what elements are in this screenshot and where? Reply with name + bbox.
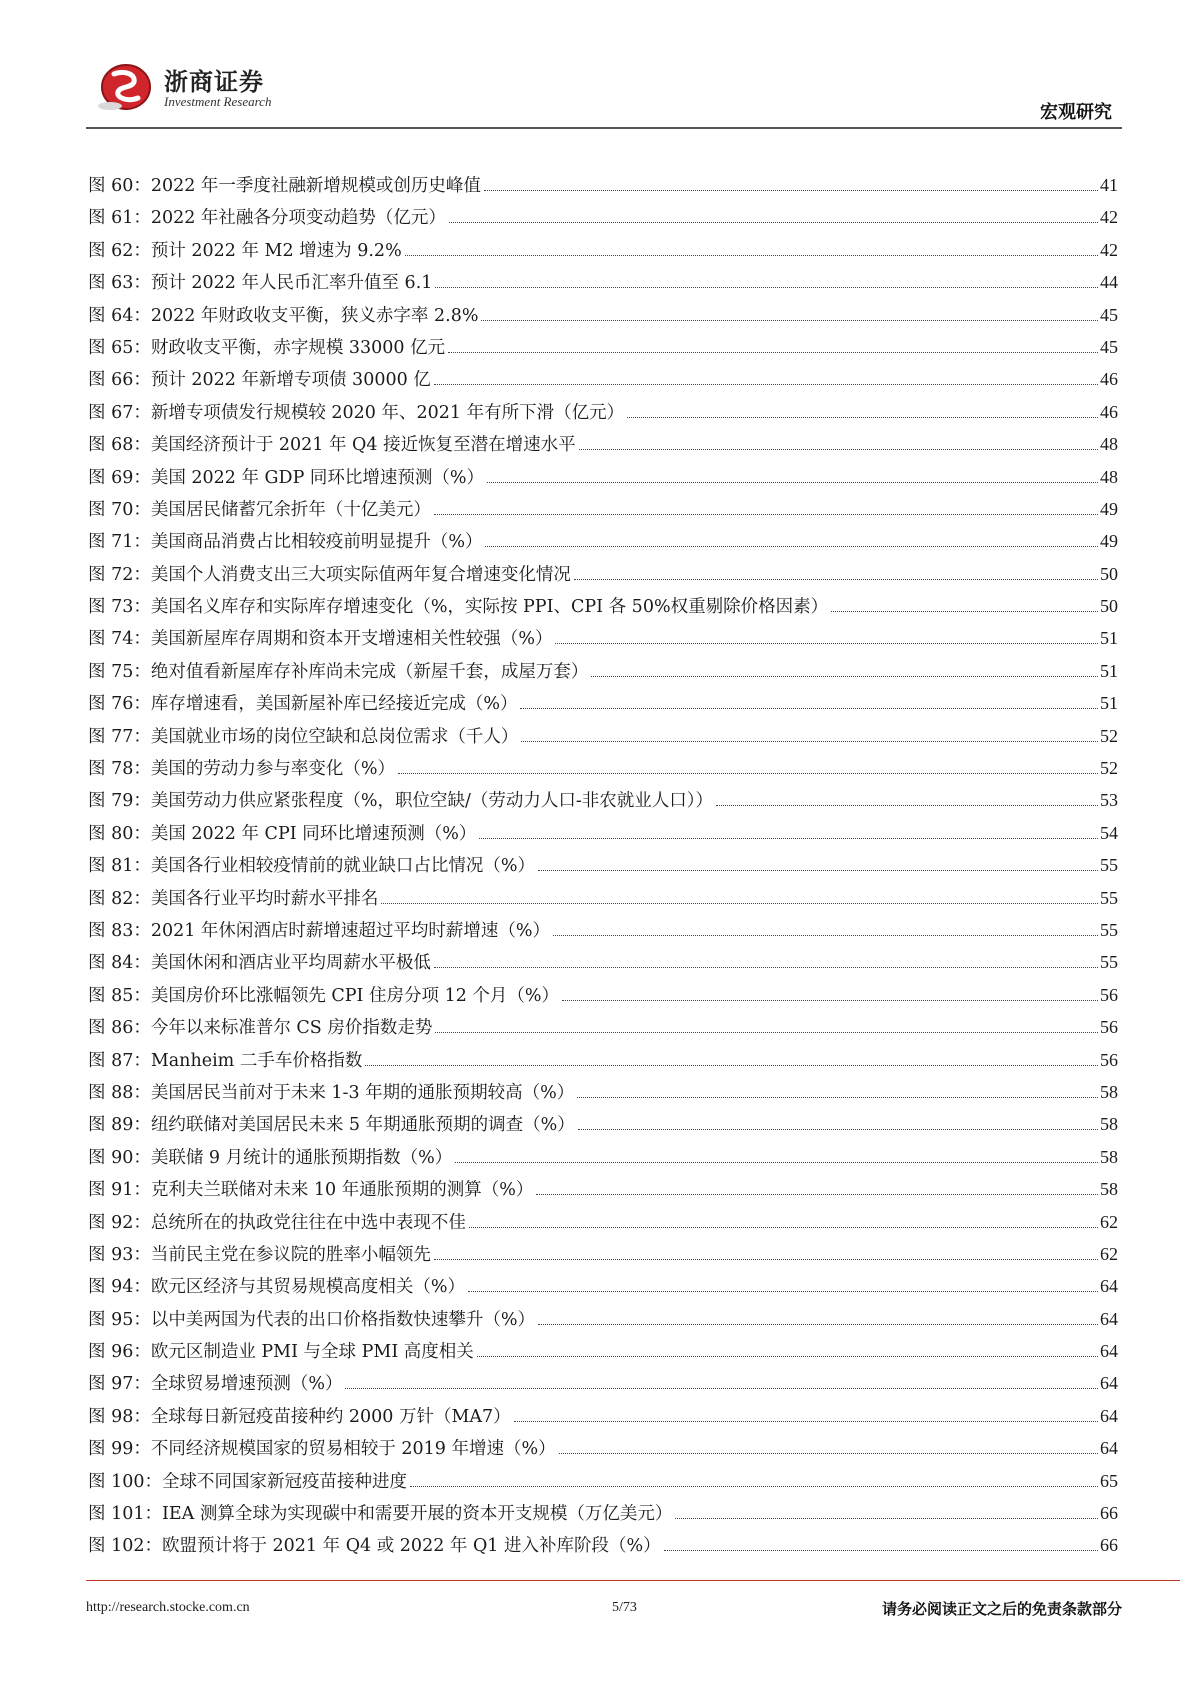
- toc-entry-label: 图 64：2022 年财政收支平衡，狭义赤字率 2.8%: [88, 305, 479, 326]
- toc-entry[interactable]: [88, 464, 1118, 496]
- toc-entry[interactable]: [88, 787, 1118, 819]
- toc-entry-page: 64: [1100, 1438, 1118, 1459]
- toc-entry[interactable]: [88, 885, 1118, 917]
- toc-entry-page: 65: [1100, 1470, 1118, 1491]
- toc-entry-page: 51: [1100, 628, 1118, 649]
- toc-entry-label: 图 76：库存增速看，美国新屋补库已经接近完成（%）: [88, 694, 518, 715]
- toc-entry-label: 图 65：财政收支平衡，赤字规模 33000 亿元: [88, 337, 446, 358]
- toc-entry-page: 64: [1100, 1405, 1118, 1426]
- toc-entry-page: 53: [1100, 790, 1118, 811]
- toc-leader-dots: [562, 1000, 1098, 1001]
- section-label: 宏观研究: [1040, 102, 1112, 123]
- toc-entry-page: 58: [1100, 1179, 1118, 1200]
- toc-entry-page: 50: [1100, 563, 1118, 584]
- toc-entry[interactable]: [88, 204, 1118, 236]
- toc-entry-label: 图 70：美国居民储蓄冗余折年（十亿美元）: [88, 499, 431, 520]
- toc-leader-dots: [485, 546, 1098, 547]
- toc-leader-dots: [449, 222, 1098, 223]
- toc-entry[interactable]: [88, 852, 1118, 884]
- toc-entry-label: 图 95：以中美两国为代表的出口价格指数快速攀升（%）: [88, 1309, 535, 1330]
- toc-entry[interactable]: [88, 1370, 1118, 1402]
- toc-entry-page: 48: [1100, 434, 1118, 455]
- toc-entry-page: 50: [1100, 596, 1118, 617]
- header-divider: [86, 127, 1122, 129]
- toc-entry-page: 49: [1100, 498, 1118, 519]
- toc-entry[interactable]: [88, 561, 1118, 593]
- toc-entry-label: 图 66：预计 2022 年新增专项债 30000 亿: [88, 370, 431, 391]
- toc-leader-dots: [579, 449, 1098, 450]
- toc-leader-dots: [487, 482, 1098, 483]
- toc-entry-label: 图 102：欧盟预计将于 2021 年 Q4 或 2022 年 Q1 进入补库阶段（%）: [88, 1536, 661, 1557]
- toc-leader-dots: [664, 1550, 1098, 1551]
- toc-entry-label: 图 96：欧元区制造业 PMI 与全球 PMI 高度相关: [88, 1342, 474, 1363]
- toc-entry[interactable]: [88, 1500, 1118, 1532]
- toc-entry[interactable]: [88, 820, 1118, 852]
- toc-entry-page: 64: [1100, 1341, 1118, 1362]
- toc-leader-dots: [345, 1388, 1098, 1389]
- toc-entry-page: 42: [1100, 239, 1118, 260]
- toc-entry-page: 42: [1100, 207, 1118, 228]
- toc-leader-dots: [591, 676, 1098, 677]
- toc-leader-dots: [434, 967, 1098, 968]
- footer-url[interactable]: http://research.stocke.com.cn: [86, 1600, 250, 1615]
- toc-leader-dots: [468, 1291, 1098, 1292]
- toc-entry[interactable]: [88, 1014, 1118, 1046]
- toc-leader-dots: [434, 514, 1098, 515]
- toc-entry[interactable]: [88, 1435, 1118, 1467]
- toc-entry-label: 图 88：美国居民当前对于未来 1-3 年期的通胀预期较高（%）: [88, 1082, 575, 1103]
- toc-leader-dots: [514, 1421, 1098, 1422]
- toc-entry[interactable]: [88, 917, 1118, 949]
- toc-entry[interactable]: [88, 1144, 1118, 1176]
- footer-divider: [86, 1580, 1180, 1581]
- toc-entry[interactable]: [88, 431, 1118, 463]
- toc-entry[interactable]: [88, 949, 1118, 981]
- toc-leader-dots: [448, 352, 1098, 353]
- toc-entry-page: 46: [1100, 369, 1118, 390]
- toc-leader-dots: [538, 870, 1098, 871]
- toc-entry-page: 56: [1100, 1049, 1118, 1070]
- brand-subtitle: Investment Research: [164, 94, 272, 109]
- toc-entry-label: 图 93：当前民主党在参议院的胜率小幅领先: [88, 1244, 431, 1265]
- toc-entry-page: 58: [1100, 1081, 1118, 1102]
- toc-entry[interactable]: [88, 1273, 1118, 1305]
- toc-entry-page: 55: [1100, 952, 1118, 973]
- toc-entry-label: 图 94：欧元区经济与其贸易规模高度相关（%）: [88, 1277, 465, 1298]
- toc-entry[interactable]: [88, 982, 1118, 1014]
- toc-leader-dots: [555, 643, 1098, 644]
- toc-leader-dots: [455, 1162, 1098, 1163]
- toc-leader-dots: [410, 1486, 1098, 1487]
- figure-list: [88, 172, 1118, 1565]
- toc-entry[interactable]: [88, 366, 1118, 398]
- toc-entry[interactable]: [88, 755, 1118, 787]
- toc-entry-page: 64: [1100, 1276, 1118, 1297]
- toc-entry-page: 44: [1100, 272, 1118, 293]
- toc-entry-page: 66: [1100, 1503, 1118, 1524]
- toc-entry-label: 图 79：美国劳动力供应紧张程度（%，职位空缺/（劳动力人口-非农就业人口））: [88, 791, 714, 812]
- toc-entry-page: 41: [1100, 175, 1118, 195]
- toc-entry-label: 图 99：不同经济规模国家的贸易相较于 2019 年增速（%）: [88, 1439, 556, 1460]
- toc-entry-label: 图 87：Manheim 二手车价格指数: [88, 1050, 363, 1071]
- toc-leader-dots: [831, 611, 1098, 612]
- toc-entry-page: 58: [1100, 1146, 1118, 1167]
- toc-entry-page: 55: [1100, 887, 1118, 908]
- toc-entry-label: 图 91：克利夫兰联储对未来 10 年通胀预期的测算（%）: [88, 1180, 534, 1201]
- page-header: [86, 52, 1122, 128]
- toc-entry-page: 55: [1100, 855, 1118, 876]
- toc-leader-dots: [521, 741, 1098, 742]
- toc-entry-label: 图 82：美国各行业平均时薪水平排名: [88, 888, 379, 909]
- toc-leader-dots: [675, 1518, 1098, 1519]
- toc-entry-page: 45: [1100, 336, 1118, 357]
- toc-entry[interactable]: [88, 1176, 1118, 1208]
- toc-leader-dots: [559, 1453, 1098, 1454]
- toc-entry[interactable]: [88, 1306, 1118, 1338]
- toc-leader-dots: [481, 320, 1098, 321]
- toc-entry-page: 46: [1100, 401, 1118, 422]
- toc-entry-label: 图 90：美联储 9 月统计的通胀预期指数（%）: [88, 1147, 453, 1168]
- toc-entry-label: 图 97：全球贸易增速预测（%）: [88, 1374, 343, 1395]
- toc-entry-label: 图 89：纽约联储对美国居民未来 5 年期通胀预期的调查（%）: [88, 1115, 575, 1136]
- toc-entry-label: 图 67：新增专项债发行规模较 2020 年、2021 年有所下滑（亿元）: [88, 402, 625, 423]
- toc-leader-dots: [574, 579, 1098, 580]
- toc-entry[interactable]: [88, 1338, 1118, 1370]
- toc-entry[interactable]: [88, 1468, 1118, 1500]
- toc-entry-label: 图 77：美国就业市场的岗位空缺和总岗位需求（千人）: [88, 726, 519, 747]
- toc-leader-dots: [434, 384, 1098, 385]
- toc-entry[interactable]: [88, 1111, 1118, 1143]
- toc-entry-label: 图 101：IEA 测算全球为实现碳中和需要开展的资本开支规模（万亿美元）: [88, 1504, 673, 1525]
- toc-entry-label: 图 69：美国 2022 年 GDP 同环比增速预测（%）: [88, 467, 485, 488]
- toc-leader-dots: [578, 1129, 1098, 1130]
- toc-entry-page: 51: [1100, 693, 1118, 714]
- toc-entry[interactable]: [88, 269, 1118, 301]
- toc-leader-dots: [434, 1259, 1098, 1260]
- toc-entry[interactable]: [88, 1403, 1118, 1435]
- brand-name: 浙商证券: [164, 67, 264, 96]
- toc-entry[interactable]: [88, 237, 1118, 269]
- toc-leader-dots: [553, 935, 1098, 936]
- toc-entry-page: 55: [1100, 919, 1118, 940]
- toc-entry-page: 54: [1100, 822, 1118, 843]
- toc-entry-label: 图 68：美国经济预计于 2021 年 Q4 接近恢复至潜在增速水平: [88, 435, 576, 456]
- toc-entry[interactable]: [88, 1209, 1118, 1241]
- toc-entry-page: 62: [1100, 1211, 1118, 1232]
- toc-entry-page: 45: [1100, 304, 1118, 325]
- toc-entry[interactable]: [88, 496, 1118, 528]
- toc-entry-label: 图 92：总统所在的执政党往往在中选中表现不佳: [88, 1212, 466, 1233]
- toc-entry-label: 图 80：美国 2022 年 CPI 同环比增速预测（%）: [88, 823, 477, 844]
- toc-entry-page: 62: [1100, 1243, 1118, 1264]
- toc-leader-dots: [398, 773, 1098, 774]
- toc-entry-page: 56: [1100, 984, 1118, 1005]
- toc-entry-label: 图 84：美国休闲和酒店业平均周薪水平极低: [88, 953, 431, 974]
- toc-entry-page: 52: [1100, 758, 1118, 779]
- toc-entry[interactable]: [88, 658, 1118, 690]
- toc-entry-page: 66: [1100, 1535, 1118, 1556]
- toc-entry-label: 图 83：2021 年休闲酒店时薪增速超过平均时薪增速（%）: [88, 920, 551, 941]
- toc-leader-dots: [716, 805, 1098, 806]
- toc-entry-label: 图 74：美国新屋库存周期和资本开支增速相关性较强（%）: [88, 629, 553, 650]
- toc-leader-dots: [479, 838, 1098, 839]
- toc-entry-label: 图 60：2022 年一季度社融新增规模或创历史峰值: [88, 176, 481, 196]
- toc-entry[interactable]: [88, 593, 1118, 625]
- toc-entry-label: 图 71：美国商品消费占比相较疫前明显提升（%）: [88, 532, 483, 553]
- toc-entry[interactable]: [88, 302, 1118, 334]
- toc-entry-page: 64: [1100, 1373, 1118, 1394]
- toc-entry[interactable]: [88, 1532, 1118, 1564]
- toc-entry-page: 64: [1100, 1308, 1118, 1329]
- toc-entry[interactable]: [88, 690, 1118, 722]
- page-number: 5/73: [612, 1600, 637, 1615]
- toc-entry-page: 58: [1100, 1114, 1118, 1135]
- toc-leader-dots: [435, 1032, 1098, 1033]
- toc-leader-dots: [365, 1065, 1098, 1066]
- toc-entry-label: 图 98：全球每日新冠疫苗接种约 2000 万针（MA7）: [88, 1406, 511, 1427]
- toc-entry-label: 图 72：美国个人消费支出三大项实际值两年复合增速变化情况: [88, 564, 571, 585]
- toc-entry-page: 49: [1100, 531, 1118, 552]
- toc-entry[interactable]: [88, 172, 1118, 204]
- disclaimer-note: 请务必阅读正文之后的免责条款部分: [881, 1600, 1122, 1618]
- toc-entry-page: 56: [1100, 1017, 1118, 1038]
- toc-leader-dots: [538, 1324, 1098, 1325]
- toc-entry-label: 图 85：美国房价环比涨幅领先 CPI 住房分项 12 个月（%）: [88, 985, 560, 1006]
- zheshang-securities-logo-icon: [96, 60, 152, 114]
- toc-entry-label: 图 100：全球不同国家新冠疫苗接种进度: [88, 1471, 407, 1492]
- toc-entry-label: 图 81：美国各行业相较疫情前的就业缺口占比情况（%）: [88, 856, 535, 877]
- toc-entry-page: 48: [1100, 466, 1118, 487]
- toc-entry-label: 图 61：2022 年社融各分项变动趋势（亿元）: [88, 208, 446, 229]
- toc-entry[interactable]: [88, 1241, 1118, 1273]
- toc-leader-dots: [484, 190, 1098, 191]
- toc-entry[interactable]: [88, 1079, 1118, 1111]
- toc-entry[interactable]: [88, 334, 1118, 366]
- toc-entry-label: 图 86：今年以来标准普尔 CS 房价指数走势: [88, 1018, 433, 1039]
- toc-leader-dots: [520, 708, 1098, 709]
- toc-entry-label: 图 62：预计 2022 年 M2 增速为 9.2%: [88, 240, 402, 261]
- toc-entry[interactable]: [88, 528, 1118, 560]
- toc-leader-dots: [405, 255, 1098, 256]
- toc-entry[interactable]: [88, 723, 1118, 755]
- toc-leader-dots: [627, 417, 1098, 418]
- toc-leader-dots: [536, 1194, 1098, 1195]
- toc-leader-dots: [469, 1227, 1098, 1228]
- toc-entry-label: 图 73：美国名义库存和实际库存增速变化（%，实际按 PPI、CPI 各 50%权重剔除价格因素）: [88, 597, 829, 618]
- toc-entry-label: 图 78：美国的劳动力参与率变化（%）: [88, 759, 395, 780]
- toc-entry-label: 图 75：绝对值看新屋库存补库尚未完成（新屋千套，成屋万套）: [88, 661, 589, 682]
- toc-leader-dots: [381, 903, 1098, 904]
- toc-entry-page: 51: [1100, 660, 1118, 681]
- toc-entry[interactable]: [88, 625, 1118, 657]
- toc-leader-dots: [435, 287, 1098, 288]
- toc-leader-dots: [477, 1356, 1098, 1357]
- toc-entry-label: 图 63：预计 2022 年人民币汇率升值至 6.1: [88, 273, 433, 294]
- toc-entry[interactable]: [88, 399, 1118, 431]
- toc-entry-page: 52: [1100, 725, 1118, 746]
- toc-entry[interactable]: [88, 1047, 1118, 1079]
- toc-leader-dots: [577, 1097, 1098, 1098]
